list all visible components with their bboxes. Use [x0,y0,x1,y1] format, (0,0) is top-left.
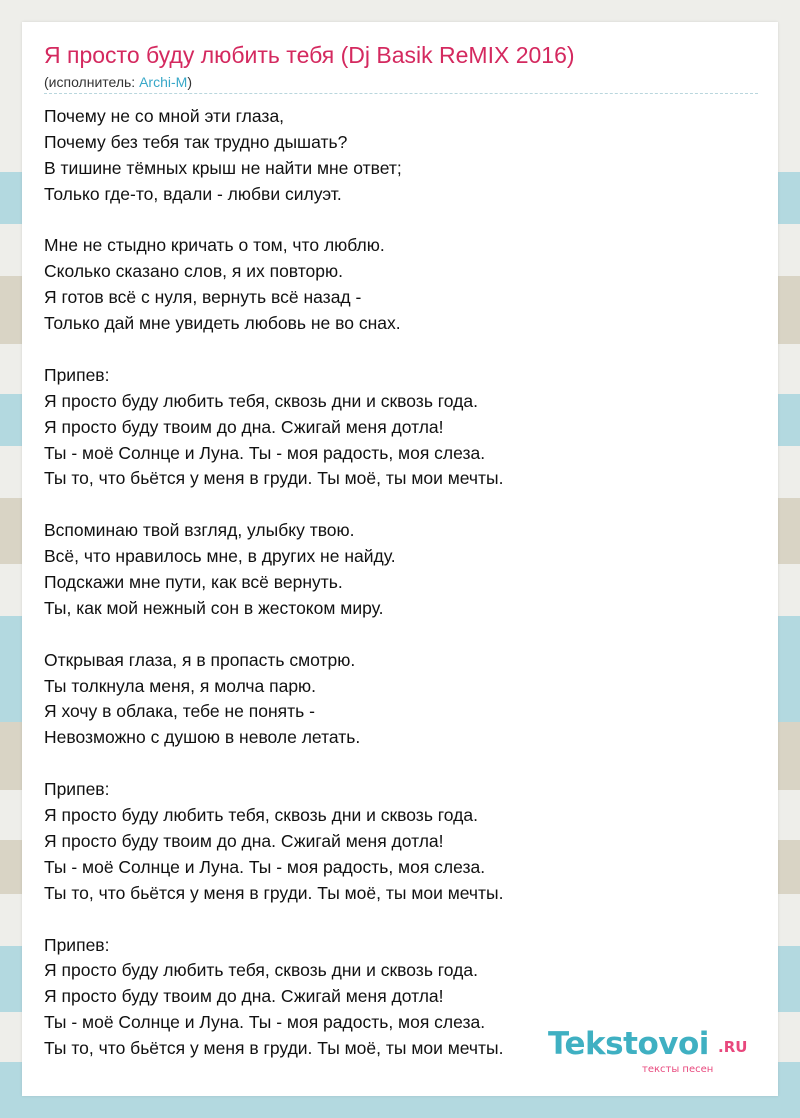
lyric-line: Ты толкнула меня, я молча парю. [44,675,317,696]
tekstovoi-logo[interactable] [548,1026,758,1076]
lyric-line: Я просто буду любить тебя, сквозь дни и сквозь года. [44,390,478,411]
artist-line [44,74,192,90]
lyric-line: Ты то, что бьётся у меня в груди. Ты моё, ты мои мечты. [44,882,504,903]
chorus-heading: Припев: [44,364,110,385]
stanza-gap [44,208,764,234]
stanza-gap [44,337,764,363]
lyric-line: Мне не стыдно кричать о том, что люблю. [44,235,385,256]
lyric-line: Ты то, что бьётся у меня в груди. Ты моё, ты мои мечты. [44,468,504,489]
lyric-line: Невозможно с душою в неволе летать. [44,727,361,748]
logo-tagline: тексты песен [642,1064,714,1075]
lyric-line: Я хочу в облака, тебе не понять - [44,701,315,722]
lyric-line: Ты - моё Солнце и Луна. Ты - моя радость, моя слеза. [44,442,486,463]
lyric-line: Вспоминаю твой взгляд, улыбку твою. [44,520,355,541]
logo-tld: .RU [718,1038,748,1056]
stanza-gap [44,492,764,518]
song-title: Я просто буду любить тебя (Dj Basik ReMIX 2016) [44,42,575,68]
stanza-gap [44,907,764,933]
stanza-chorus-1 [44,363,764,492]
lyric-line: Почему без тебя так трудно дышать? [44,131,348,152]
lyrics-sheet [22,22,778,1096]
stanza-verse-4 [44,648,764,752]
lyric-line: Ты - моё Солнце и Луна. Ты - моя радость, моя слеза. [44,1012,486,1033]
stanza-gap [44,751,764,777]
chorus-heading: Припев: [44,779,110,800]
lyric-line: Ты, как мой нежный сон в жестоком миру. [44,597,384,618]
lyric-line: Сколько сказано слов, я их повторю. [44,261,343,282]
lyric-line: Ты - моё Солнце и Луна. Ты - моя радость, моя слеза. [44,856,486,877]
lyrics-body [44,104,764,1062]
title-divider [44,93,758,94]
stanza-gap [44,622,764,648]
lyric-line: Только дай мне увидеть любовь не во снах. [44,313,401,334]
lyric-line: Открывая глаза, я в пропасть смотрю. [44,649,356,670]
lyric-line: Ты то, что бьётся у меня в груди. Ты моё, ты мои мечты. [44,1038,504,1059]
lyric-line: Почему не со мной эти глаза, [44,106,285,126]
artist-link[interactable]: Archi-M [139,74,188,90]
lyric-line: Только где-то, вдали - любви силуэт. [44,183,342,204]
lyric-line: В тишине тёмных крыш не найти мне ответ; [44,157,402,178]
stanza-verse-3 [44,518,764,622]
lyric-line: Я просто буду любить тебя, сквозь дни и сквозь года. [44,805,478,826]
artist-suffix: ) [187,74,192,90]
lyric-line: Я просто буду твоим до дна. Сжигай меня дотла! [44,416,444,437]
stanza-chorus-2 [44,777,764,906]
artist-prefix: (исполнитель: [44,74,140,90]
logo-wordmark: Tekstovoi [548,1026,709,1062]
lyric-line: Всё, что нравилось мне, в других не найду. [44,546,396,567]
stanza-verse-2 [44,233,764,337]
lyric-line: Я просто буду любить тебя, сквозь дни и сквозь года. [44,960,478,981]
lyric-line: Я просто буду твоим до дна. Сжигай меня дотла! [44,830,444,851]
chorus-heading: Припев: [44,934,110,955]
lyric-line: Подскажи мне пути, как всё вернуть. [44,572,343,593]
stanza-verse-1 [44,104,764,208]
lyric-line: Я готов всё с нуля, вернуть всё назад - [44,287,362,308]
lyric-line: Я просто буду твоим до дна. Сжигай меня дотла! [44,986,444,1007]
